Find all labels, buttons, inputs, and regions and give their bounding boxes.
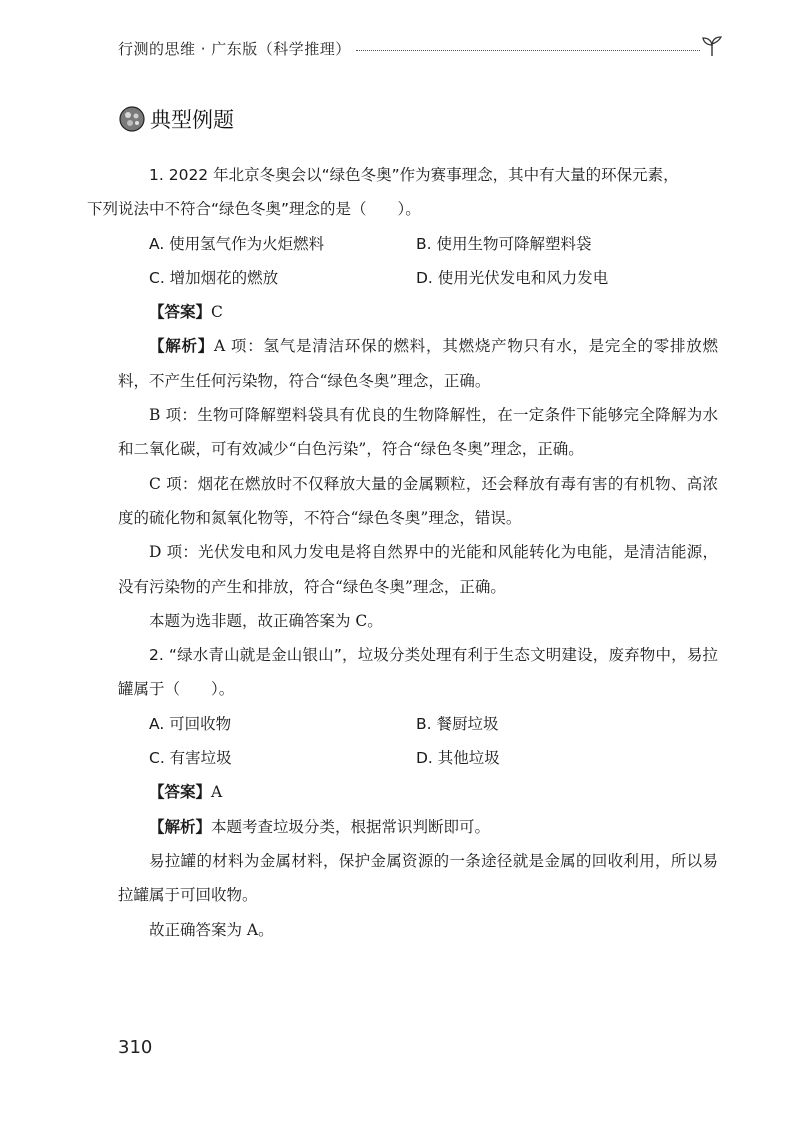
q1-analysis-a [118, 329, 718, 398]
q1-analysis-c: C 项：烟花在燃放时不仅释放大量的金属颗粒，还会释放有毒有害的有机物、高浓度的硫化物和氮氧化物等，不符合“绿色冬奥”理念，错误。 [118, 474, 718, 527]
q2-option-a: A. 可回收物 [149, 714, 232, 733]
q2-analysis-2: 易拉罐的材料为金属材料，保护金属资源的一条途径就是金属的回收利用，所以易拉罐属于可回收物。 [118, 851, 718, 905]
q1-analysis-d: D 项：光伏发电和风力发电是将自然界中的光能和风能转化为电能，是清洁能源，没有污染物的产生和排放，符合“绿色冬奥”理念，正确。 [118, 543, 718, 596]
q2-conclusion: 故正确答案为 A。 [149, 920, 274, 939]
q1-stem-line2: 下列说法中不符合“绿色冬奥”理念的是（ ）。 [87, 200, 421, 219]
q2-analysis-label: 【解析】 [149, 817, 212, 836]
q2-answer-label: 【答案】 [149, 783, 212, 802]
q1-option-a: A. 使用氢气作为火炬燃料 [149, 234, 325, 253]
section-badge-icon [118, 105, 146, 133]
q2-option-c: C. 有害垃圾 [149, 749, 232, 768]
q1-option-d: D. 使用光伏发电和风力发电 [416, 268, 609, 287]
q1-conclusion: 本题为选非题，故正确答案为 C。 [149, 611, 383, 630]
header-dotted-rule [356, 50, 700, 51]
q2-analysis-1-text: 本题考查垃圾分类，根据常识判断即可。 [211, 817, 491, 836]
q1-analysis-a-text: A 项：氢气是清洁环保的燃料，其燃烧产物只有水，是完全的零排放燃料，不产生任何污染物，符合“绿色冬奥”理念，正确。 [118, 337, 718, 390]
q2-stem: 2. “绿水青山就是金山银山”，垃圾分类处理有利于生态文明建设，废弃物中，易拉罐属于（ ）。 [118, 646, 718, 699]
q2-options-row2 [118, 741, 718, 775]
page-content [87, 158, 718, 947]
section-title: 典型例题 [150, 108, 234, 132]
q1-answer-value: C [211, 303, 223, 322]
q2-options-row1 [118, 707, 718, 741]
q2-option-b: B. 餐厨垃圾 [416, 714, 499, 733]
q1-options-row2 [118, 261, 718, 295]
q1-analysis-label: 【解析】 [149, 337, 215, 356]
q2-answer-value: A [211, 783, 223, 802]
q1-options-row1 [118, 227, 718, 261]
q1-answer [118, 295, 718, 329]
sprout-icon [700, 34, 724, 58]
q2-answer [118, 775, 718, 809]
q1-answer-label: 【答案】 [149, 303, 212, 322]
running-header [118, 36, 718, 66]
page-number: 310 [118, 1037, 153, 1058]
q1-option-c: C. 增加烟花的燃放 [149, 268, 279, 287]
header-title: 行测的思维 · 广东版（科学推理） [118, 40, 351, 58]
q2-analysis-1 [118, 810, 718, 844]
q1-option-b: B. 使用生物可降解塑料袋 [416, 234, 592, 253]
q2-option-d: D. 其他垃圾 [416, 749, 500, 768]
q1-analysis-b: B 项：生物可降解塑料袋具有优良的生物降解性，在一定条件下能够完全降解为水和二氧化碳，可有效减少“白色污染”，符合“绿色冬奥”理念，正确。 [118, 406, 718, 459]
q1-stem-line1: 1. 2022 年北京冬奥会以“绿色冬奥”作为赛事理念，其中有大量的环保元素， [149, 166, 679, 184]
q1-stem [87, 158, 718, 227]
